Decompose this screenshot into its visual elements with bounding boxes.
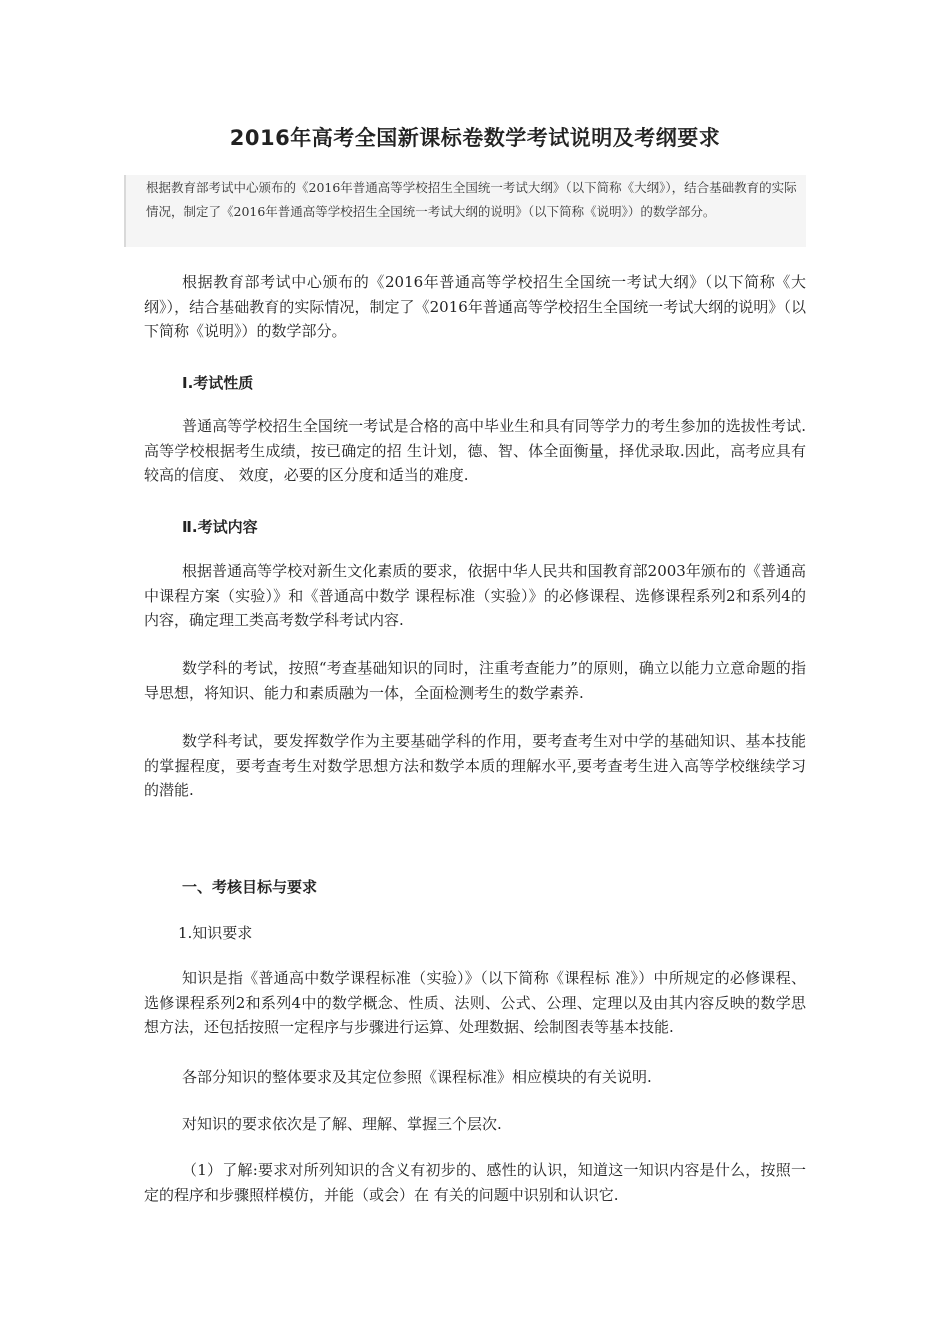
section-heading-exam-content: Ⅱ.考试内容 [182, 518, 258, 536]
knowledge-paragraph-3: 对知识的要求依次是了解、理解、掌握三个层次. [182, 1115, 502, 1133]
knowledge-paragraph-1: 知识是指《普通高中数学课程标准（实验）》（以下简称《课程标 准》）中所规定的必修课程、选修课程系列2和系列4中的数学概念、性质、法则、公式、公理、定理以及由其内容反映的数学思想方法，还包括按照一定程序与步骤进行运算、处理数据、绘制图表等基本技能. [144, 969, 806, 1036]
intro-paragraph: 根据教育部考试中心颁布的《2016年普通高等学校招生全国统一考试大纲》（以下简称《大纲》），结合基础教育的实际情况，制定了《2016年普通高等学校招生全国统一考试大纲的说明》（以下简称《说明》）的数学部分。 [144, 273, 806, 340]
knowledge-paragraph-4: （1）了解:要求对所列知识的含义有初步的、感性的认识，知道这一知识内容是什么，按照一定的程序和步骤照样模仿，并能（或会）在 有关的问题中识别和认识它. [144, 1161, 806, 1204]
subheading-knowledge: 1.知识要求 [178, 924, 253, 942]
document-title: 2016年高考全国新课标卷数学考试说明及考纲要求 [229, 126, 721, 150]
section-heading-goals: 一、考核目标与要求 [182, 878, 318, 896]
exam-content-paragraph-3: 数学科考试，要发挥数学作为主要基础学科的作用，要考查考生对中学的基础知识、基本技能的掌握程度，要考查考生对数学思想方法和数学本质的理解水平,要考查考生进入高等学校继续学习的潜能. [144, 732, 806, 799]
summary-box: 根据教育部考试中心颁布的《2016年普通高等学校招生全国统一考试大纲》（以下简称《大纲》），结合基础教育的实际情况，制定了《2016年普通高等学校招生全国统一考试大纲的说明》（以下简称《说明》）的数学部分。 [124, 175, 806, 247]
exam-nature-paragraph: 普通高等学校招生全国统一考试是合格的高中毕业生和具有同等学力的考生参加的选拔性考试.高等学校根据考生成绩，按已确定的招 生计划，德、智、体全面衡量，择优录取.因此，高考应具有较高的信度、 效度，必要的区分度和适当的难度. [144, 417, 806, 484]
knowledge-paragraph-2: 各部分知识的整体要求及其定位参照《课程标准》相应模块的有关说明. [182, 1068, 652, 1086]
exam-content-paragraph-1: 根据普通高等学校对新生文化素质的要求，依据中华人民共和国教育部2003年颁布的《普通高中课程方案（实验）》和《普通高中数学 课程标准（实验）》的必修课程、选修课程系列2和系列4的内容，确定理工类高考数学科考试内容. [144, 562, 806, 629]
exam-content-paragraph-2: 数学科的考试，按照“考查基础知识的同时，注重考查能力”的原则，确立以能力立意命题的指导思想，将知识、能力和素质融为一体，全面检测考生的数学素养. [144, 659, 806, 702]
section-heading-exam-nature: Ⅰ.考试性质 [182, 374, 254, 392]
